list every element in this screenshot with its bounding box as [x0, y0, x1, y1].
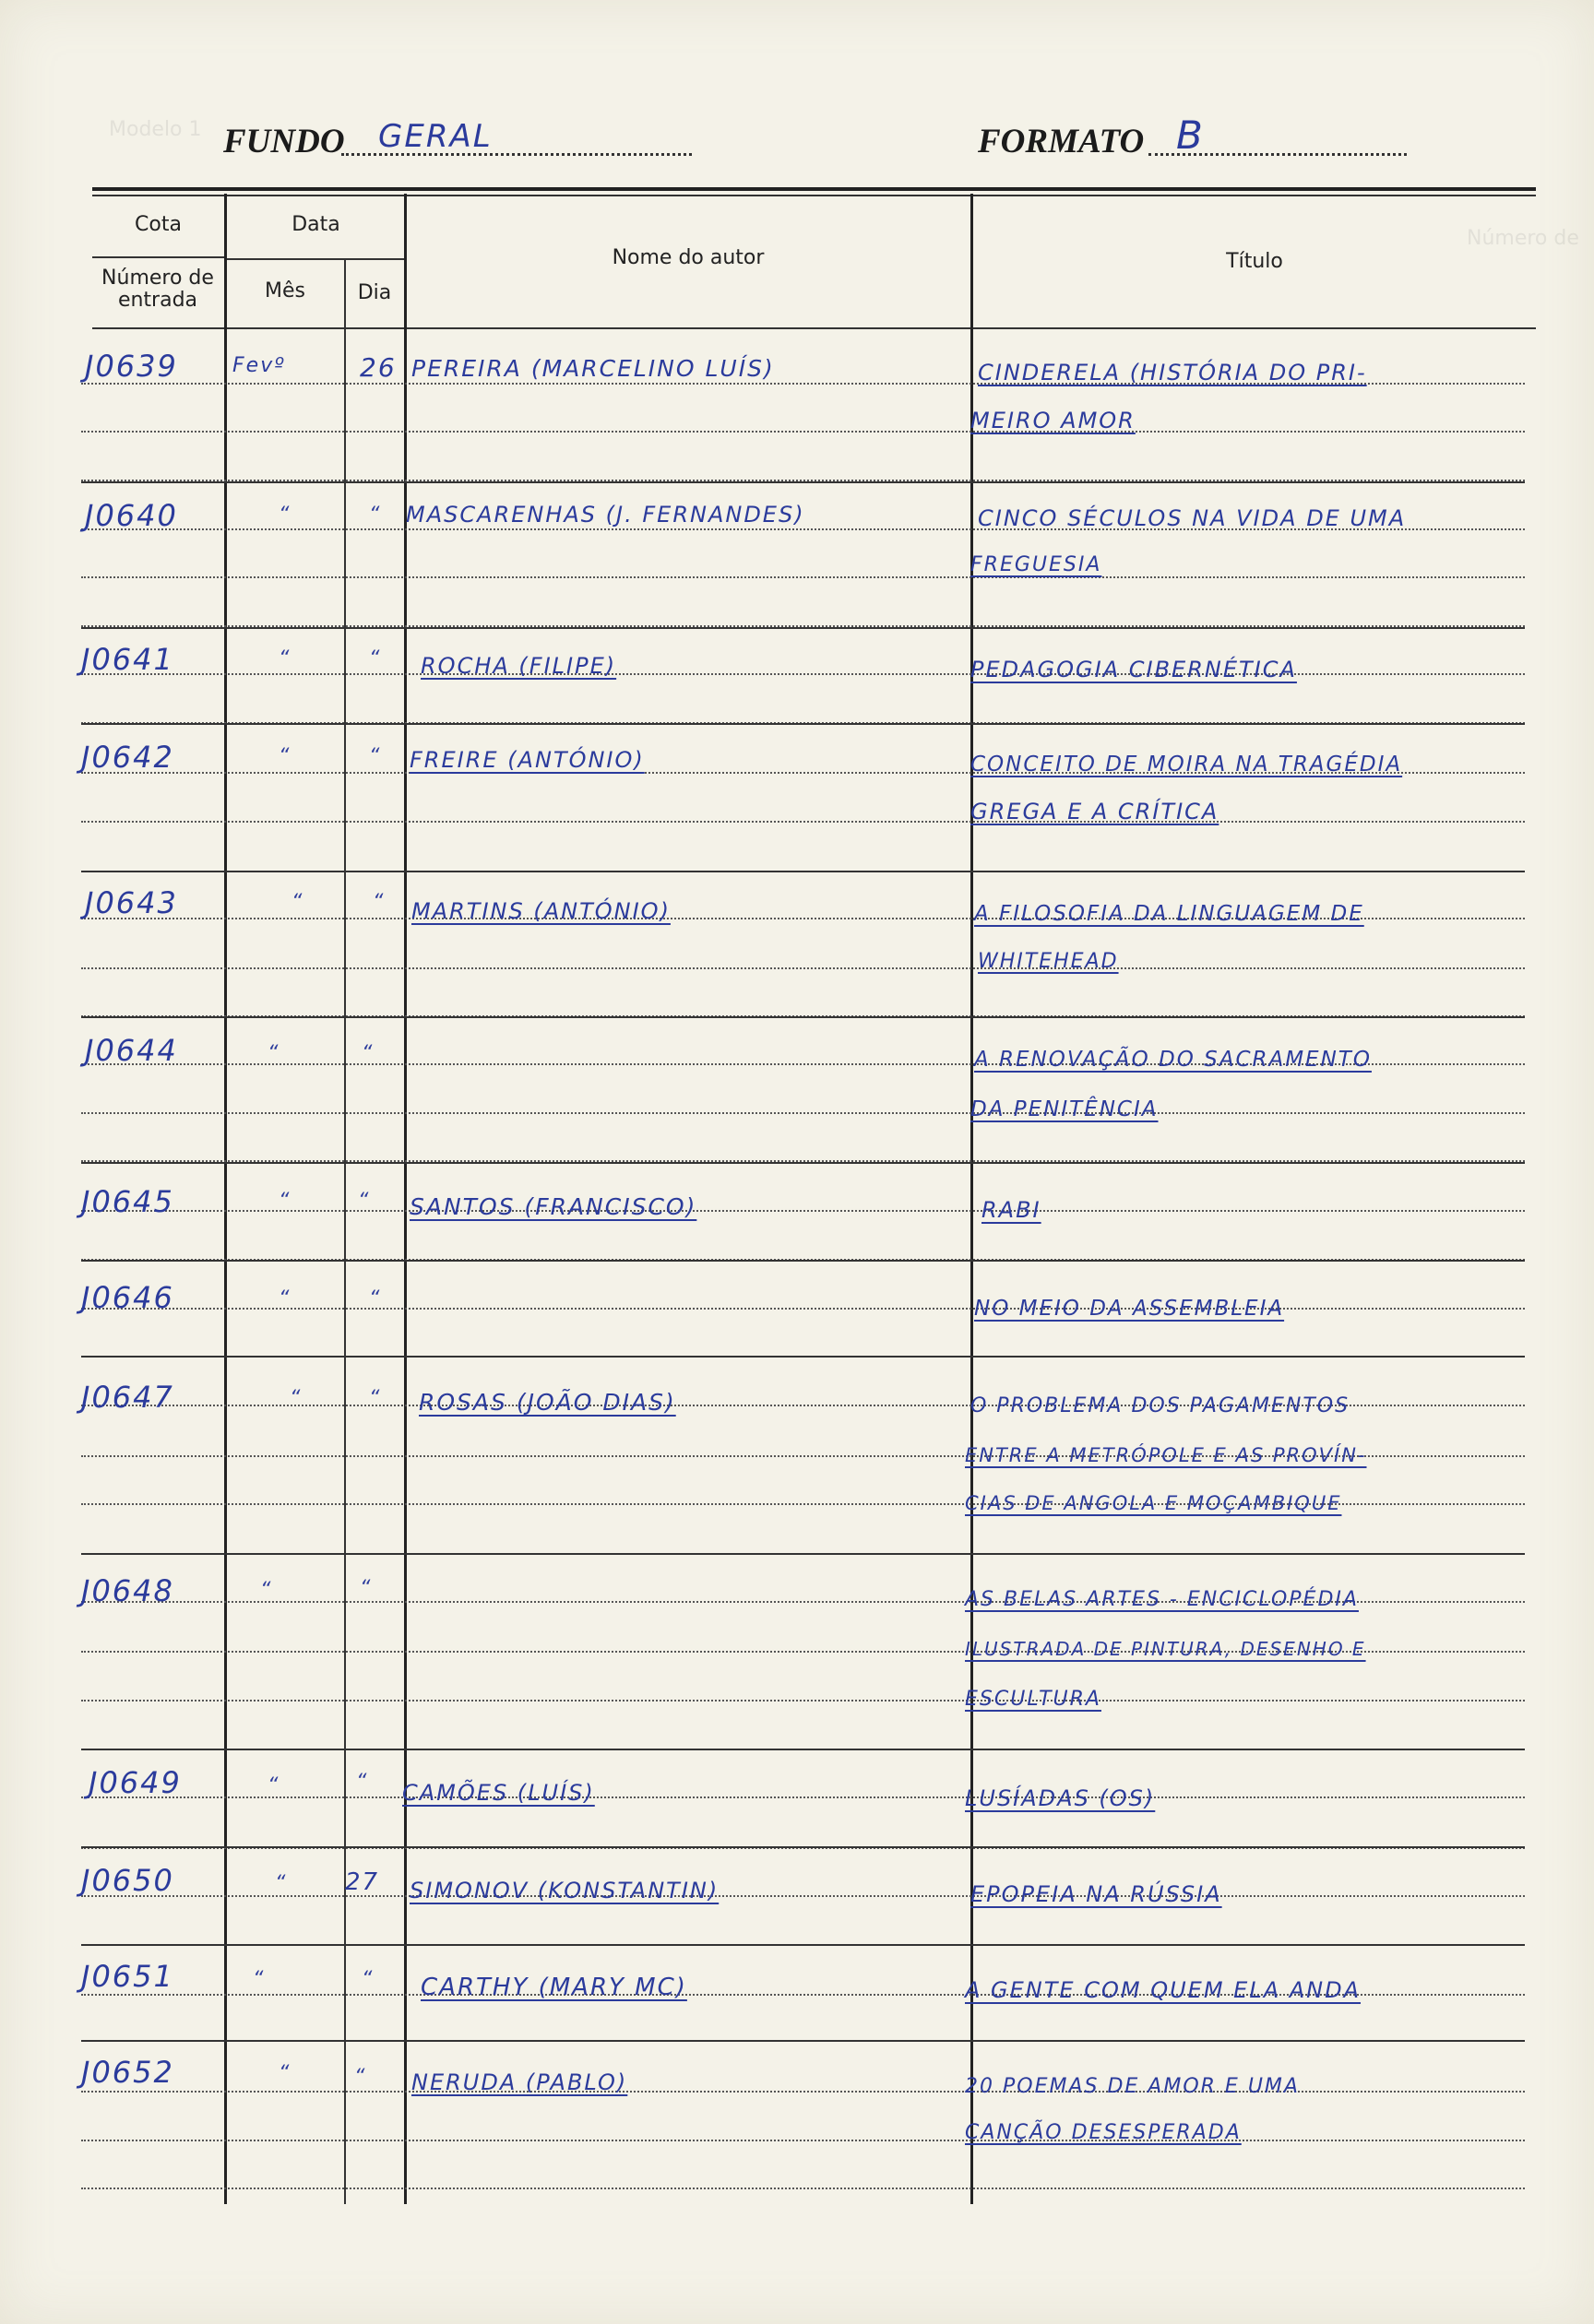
ruled-dotted-line — [81, 673, 1525, 675]
entry-mes: “ — [279, 1190, 291, 1213]
ruled-dotted-line — [81, 967, 1525, 969]
entry-numero: J0649 — [89, 1765, 182, 1800]
entry-titulo-line-2: DA PENITÊNCIA — [970, 1097, 1159, 1121]
entry-autor: CARTHY (MARY MC) — [421, 1974, 687, 2001]
entry-titulo-line-1: CINCO SÉCULOS NA VIDA DE UMA — [978, 505, 1407, 531]
entry-titulo-line-1: RABI — [981, 1197, 1041, 1223]
entry-dia: “ — [373, 891, 386, 914]
ruled-dotted-line — [81, 1308, 1525, 1310]
entry-numero: J0642 — [81, 740, 174, 775]
ruled-dotted-line — [81, 431, 1525, 433]
entry-mes: “ — [279, 504, 291, 527]
col-header-mes: Mês — [265, 279, 305, 302]
entry-mes: “ — [268, 1774, 280, 1797]
entry-numero: J0650 — [81, 1863, 174, 1898]
col-header-titulo: Título — [1226, 250, 1283, 273]
fundo-label: FUNDO — [223, 123, 345, 160]
ruled-solid-line — [81, 871, 1525, 872]
entry-mes: “ — [279, 745, 291, 768]
entry-mes: “ — [275, 1872, 288, 1895]
col-line-dia — [404, 194, 407, 2204]
ruled-dotted-line — [81, 2188, 1525, 2189]
entry-dia: “ — [360, 1577, 373, 1600]
entry-autor: NERUDA (PABLO) — [411, 2069, 628, 2095]
entry-mes: “ — [291, 891, 304, 914]
col-line-cota — [224, 194, 227, 2204]
entry-titulo-line-1: NO MEIO DA ASSEMBLEIA — [974, 1297, 1285, 1321]
header-sub-rule — [226, 258, 406, 260]
ruled-solid-line — [81, 2040, 1525, 2042]
entry-titulo-line-2: WHITEHEAD — [978, 950, 1119, 973]
entry-numero: J0651 — [81, 1959, 174, 1994]
entry-titulo-line-1: PEDAGOGIA CIBERNÉTICA — [970, 657, 1297, 682]
ruled-solid-line — [81, 1356, 1525, 1358]
ruled-solid-line — [81, 1944, 1525, 1946]
ruled-dotted-line — [81, 2140, 1525, 2141]
ruled-solid-line — [81, 1260, 1525, 1262]
entry-numero: J0645 — [81, 1184, 174, 1219]
entry-autor: ROSAS (JOÃO DIAS) — [419, 1389, 676, 1416]
entry-titulo-line-1: LUSÍADAS (OS) — [965, 1785, 1156, 1811]
ruled-solid-line — [81, 723, 1525, 725]
entry-dia: “ — [369, 647, 382, 670]
entry-titulo-line-1: 20 POEMAS DE AMOR E UMA — [965, 2075, 1300, 2098]
bleed-through-mark: Modelo 1 — [109, 118, 202, 141]
entry-numero: J0639 — [85, 349, 178, 384]
entry-numero: J0643 — [85, 885, 178, 920]
entry-dia: “ — [369, 1287, 382, 1310]
entry-titulo-line-1: CINDERELA (HISTÓRIA DO PRI- — [978, 360, 1367, 385]
entry-titulo-line-1: EPOPEIA NA RÚSSIA — [970, 1881, 1222, 1907]
formato-label: FORMATO — [978, 123, 1145, 160]
entry-autor: MARTINS (ANTÓNIO) — [411, 898, 671, 924]
fundo-value: GERAL — [378, 118, 493, 155]
ruled-solid-line — [81, 1162, 1525, 1164]
entry-dia: “ — [362, 1042, 375, 1065]
ruled-solid-line — [81, 627, 1525, 629]
ruled-dotted-line — [81, 576, 1525, 578]
entry-numero: J0647 — [81, 1380, 174, 1415]
ruled-dotted-line — [81, 2091, 1525, 2093]
header-bottom-rule — [92, 327, 1536, 329]
entry-numero: J0652 — [81, 2055, 174, 2090]
ruled-dotted-line — [81, 1796, 1525, 1798]
entry-mes: “ — [290, 1387, 303, 1410]
entry-titulo-line-3: CIAS DE ANGOLA E MOÇAMBIQUE — [965, 1492, 1342, 1514]
entry-mes: “ — [279, 1287, 291, 1310]
col-header-dia: Dia — [357, 281, 392, 304]
ruled-solid-line — [81, 1016, 1525, 1018]
entry-autor: ROCHA (FILIPE) — [421, 653, 617, 679]
ruled-dotted-line — [81, 1895, 1525, 1897]
entry-titulo-line-2: FREGUESIA — [970, 553, 1102, 576]
entry-numero: J0640 — [85, 498, 178, 533]
entry-mes: “ — [268, 1042, 280, 1065]
entry-mes: “ — [279, 2062, 291, 2085]
col-header-cota: Cota — [135, 213, 182, 236]
entry-titulo-line-1: CONCEITO DE MOIRA NA TRAGÉDIA — [970, 753, 1403, 777]
entry-titulo-line-1: A RENOVAÇÃO DO SACRAMENTO — [974, 1048, 1372, 1072]
entry-dia: “ — [369, 745, 382, 768]
col-header-data: Data — [291, 213, 340, 236]
entry-mes: Fevº — [232, 354, 286, 377]
entry-dia: “ — [362, 1968, 375, 1991]
entry-dia: “ — [356, 1771, 369, 1794]
entry-titulo-line-1: AS BELAS ARTES - ENCICLOPÉDIA — [965, 1588, 1359, 1611]
entry-autor: MASCARENHAS (J. FERNANDES) — [406, 502, 805, 528]
entry-autor: PEREIRA (MARCELINO LUÍS) — [411, 355, 775, 382]
ruled-dotted-line — [81, 1210, 1525, 1212]
col-line-mes — [344, 258, 346, 2204]
table-top-rule-2 — [92, 195, 1536, 196]
entry-autor: CAMÕES (LUÍS) — [402, 1780, 595, 1806]
entry-autor: FREIRE (ANTÓNIO) — [410, 747, 645, 773]
ruled-solid-line — [81, 481, 1525, 483]
ruled-dotted-line — [81, 1112, 1525, 1114]
entry-numero: J0644 — [85, 1033, 178, 1068]
ruled-solid-line — [81, 1846, 1525, 1848]
entry-numero: J0648 — [81, 1573, 174, 1608]
entry-mes: “ — [253, 1968, 266, 1991]
entry-autor: SANTOS (FRANCISCO) — [410, 1193, 697, 1220]
ruled-solid-line — [81, 1749, 1525, 1750]
col-header-nome-autor: Nome do autor — [612, 246, 765, 269]
header-sub-rule — [92, 256, 226, 258]
entry-titulo-line-2: GREGA E A CRÍTICA — [970, 799, 1219, 824]
bleed-through-mark: Número de — [1467, 227, 1579, 250]
entry-titulo-line-1: A GENTE COM QUEM ELA ANDA — [965, 1977, 1362, 2003]
entry-mes: “ — [279, 647, 291, 670]
entry-titulo-line-2: ILUSTRADA DE PINTURA, DESENHO E — [965, 1638, 1366, 1660]
table-top-rule — [92, 187, 1536, 191]
entry-titulo-line-2: MEIRO AMOR — [970, 408, 1136, 433]
entry-numero: J0646 — [81, 1280, 174, 1315]
ruled-solid-line — [81, 1553, 1525, 1555]
ruled-dotted-line — [81, 821, 1525, 823]
entry-dia: “ — [369, 504, 382, 527]
entry-titulo-line-1: A FILOSOFIA DA LINGUAGEM DE — [974, 902, 1364, 926]
entry-titulo-line-1: O PROBLEMA DOS PAGAMENTOS — [970, 1394, 1350, 1417]
entry-autor: SIMONOV (KONSTANTIN) — [410, 1878, 720, 1903]
entry-dia: “ — [354, 2066, 367, 2089]
entry-titulo-line-2: CANÇÃO DESESPERADA — [965, 2121, 1242, 2144]
entry-titulo-line-3: ESCULTURA — [965, 1688, 1101, 1711]
entry-titulo-line-2: ENTRE A METRÓPOLE E AS PROVÍN- — [965, 1444, 1367, 1466]
ruled-dotted-line — [81, 1700, 1525, 1702]
entry-numero: J0641 — [81, 642, 174, 677]
col-header-numero-entrada: Número de entrada — [101, 267, 214, 312]
entry-dia: “ — [369, 1387, 382, 1410]
entry-mes: “ — [260, 1579, 273, 1602]
entry-dia: “ — [358, 1190, 371, 1213]
entry-dia: 26 — [360, 352, 397, 383]
entry-dia: 27 — [345, 1868, 380, 1896]
formato-value: B — [1176, 113, 1205, 158]
